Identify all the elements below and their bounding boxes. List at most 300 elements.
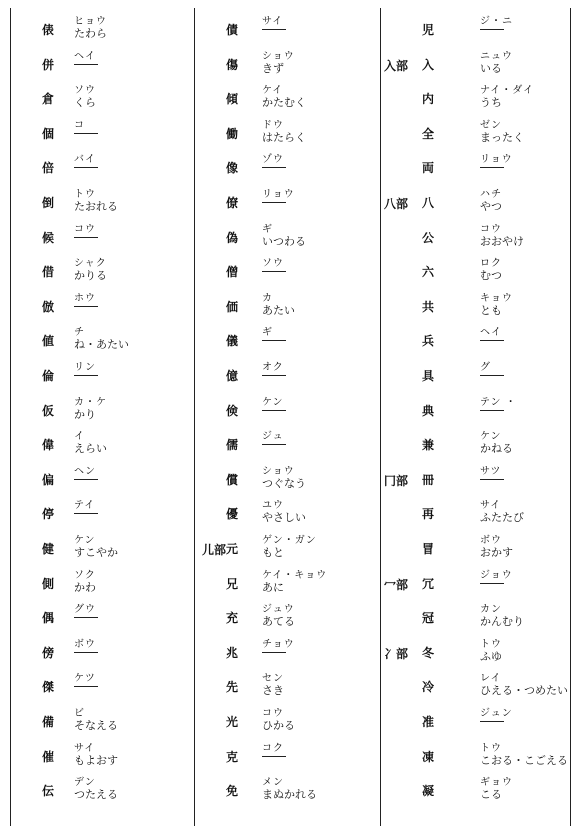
on-reading: トウ <box>480 638 502 650</box>
reading-cell <box>74 673 98 687</box>
reading-cell <box>262 85 306 109</box>
reading-cell <box>480 16 513 30</box>
kun-reading: あに <box>262 580 284 594</box>
reading-cell <box>74 604 98 618</box>
kun-reading: ね・あたい <box>74 338 129 352</box>
list-item <box>12 395 192 429</box>
on-reading: サイ <box>480 500 502 512</box>
reading-cell <box>262 604 295 628</box>
reading-cell <box>74 362 98 376</box>
reading-cell <box>480 224 524 248</box>
on-reading: グ <box>480 362 491 373</box>
no-kun-reading-line <box>74 479 98 480</box>
kun-reading: もと <box>262 546 284 559</box>
list-item <box>12 222 192 256</box>
reading-cell <box>480 673 568 697</box>
reading-cell <box>74 535 118 559</box>
kanji-character: 側 <box>41 576 54 591</box>
list-item <box>382 222 562 256</box>
kanji-character: 充 <box>225 611 238 626</box>
no-kun-reading-line <box>262 340 286 341</box>
on-reading: コク <box>262 742 284 754</box>
on-reading: リョウ <box>262 189 295 200</box>
column-rule <box>10 8 11 826</box>
list-item <box>382 741 568 775</box>
on-reading: テイ <box>74 500 96 512</box>
list-item <box>196 291 376 325</box>
list-item <box>382 498 562 532</box>
kanji-character: 僧 <box>225 265 238 280</box>
reading-cell <box>262 327 286 341</box>
list-item <box>382 533 562 567</box>
kun-reading: あたい <box>262 303 295 317</box>
on-reading: ギ <box>262 223 273 235</box>
on-reading: ヘン <box>74 465 96 477</box>
reading-cell <box>480 51 513 75</box>
reading-cell <box>262 500 306 524</box>
reading-cell <box>262 431 286 445</box>
on-reading: キョウ <box>480 292 513 304</box>
kanji-character: 六 <box>421 265 434 280</box>
list-item <box>12 325 192 359</box>
kun-reading: かたむく <box>262 96 306 110</box>
kanji-character: 兄 <box>225 576 238 591</box>
kun-reading: こる <box>480 788 502 802</box>
kanji-character: 准 <box>421 715 434 729</box>
kanji-character: 倉 <box>41 92 54 107</box>
on-reading: ジュン <box>480 708 513 719</box>
list-item <box>382 671 568 705</box>
on-reading: ビ <box>74 708 85 719</box>
reading-cell <box>74 466 98 480</box>
kanji-character: 入 <box>421 57 434 72</box>
kanji-character: 兆 <box>225 645 238 660</box>
reading-cell <box>262 673 284 697</box>
reading-cell <box>262 120 306 144</box>
no-kun-reading-line <box>74 686 98 687</box>
kanji-character: 傷 <box>225 57 238 72</box>
reading-cell <box>262 708 295 732</box>
kun-reading: こおる・こごえる <box>480 753 568 767</box>
radical-label: 入部 <box>384 58 409 73</box>
kun-reading: たわら <box>74 27 107 40</box>
list-item <box>382 291 562 325</box>
kanji-character: 借 <box>41 265 54 280</box>
kanji-character: 伝 <box>41 784 54 799</box>
list-item <box>382 325 562 359</box>
on-reading: ケイ <box>262 85 284 97</box>
list-item <box>196 671 376 705</box>
list-item <box>12 775 192 809</box>
list-item <box>12 187 192 221</box>
on-reading: コウ <box>480 223 502 235</box>
kanji-character: 両 <box>421 161 434 176</box>
list-item <box>382 464 562 498</box>
list-item <box>196 533 376 567</box>
list-item <box>12 118 192 152</box>
on-reading: ヘイ <box>74 50 96 62</box>
kun-reading: つぐなう <box>262 476 306 490</box>
no-kun-reading-line <box>262 652 286 653</box>
kanji-character: 凝 <box>421 784 434 799</box>
reading-cell <box>262 777 317 801</box>
no-kun-reading-line <box>480 167 504 168</box>
no-kun-reading-line <box>74 167 98 168</box>
list-item <box>196 222 376 256</box>
list-item <box>12 464 192 498</box>
reading-cell <box>480 777 513 801</box>
kanji-character: 共 <box>421 299 434 314</box>
reading-cell <box>74 189 118 213</box>
on-reading: ギ <box>262 327 273 339</box>
reading-cell <box>262 466 306 490</box>
kanji-character: 偶 <box>41 611 54 626</box>
on-reading: コウ <box>262 708 284 719</box>
no-kun-reading-line <box>480 29 504 30</box>
reading-cell <box>480 397 517 411</box>
kanji-character: 倍 <box>41 161 54 176</box>
reading-cell <box>74 500 98 514</box>
on-reading: サイ <box>262 16 284 27</box>
kanji-character: 八 <box>421 196 434 210</box>
kanji-character: 冬 <box>421 645 434 660</box>
reading-cell <box>262 570 327 594</box>
on-reading: メン <box>262 777 284 789</box>
on-reading: チョウ <box>262 638 295 650</box>
reading-cell <box>262 189 295 203</box>
reading-cell <box>262 224 306 248</box>
kanji-character: 偽 <box>225 230 238 245</box>
kun-reading: かんむり <box>480 615 524 629</box>
reading-cell <box>74 743 118 767</box>
kun-reading: ひえる・つめたい <box>480 684 568 698</box>
kanji-character: 兼 <box>421 438 434 453</box>
reading-cell <box>480 639 502 663</box>
kanji-character: 億 <box>225 369 238 383</box>
on-reading: カ <box>262 292 273 304</box>
list-item <box>382 118 562 152</box>
on-reading: コウ <box>74 223 96 235</box>
on-reading: ボウ <box>74 638 96 650</box>
list-item <box>12 49 192 83</box>
kanji-character: 免 <box>225 784 238 799</box>
list-item <box>12 741 192 775</box>
kanji-character: 倫 <box>41 369 54 383</box>
kanji-character: 冒 <box>421 542 434 556</box>
column-rule <box>570 8 571 826</box>
reading-cell <box>480 293 513 317</box>
list-item <box>196 325 376 359</box>
kun-reading: すこやか <box>74 546 118 559</box>
list-item <box>382 775 562 809</box>
list-item <box>196 14 376 48</box>
list-item <box>196 49 376 83</box>
kanji-character: 偉 <box>41 438 54 453</box>
list-item <box>196 152 376 186</box>
list-item <box>196 568 376 602</box>
list-item <box>382 395 562 429</box>
on-reading: ソウ <box>262 258 284 270</box>
reading-cell <box>262 535 317 559</box>
list-item <box>12 602 192 636</box>
list-item <box>196 602 376 636</box>
reading-cell <box>74 154 98 168</box>
on-reading: ケイ・キョウ <box>262 569 328 581</box>
reading-cell <box>480 500 524 524</box>
kanji-character: 債 <box>225 23 238 37</box>
on-reading: グウ <box>74 604 96 616</box>
kanji-character: 働 <box>225 126 238 141</box>
list-item <box>382 429 562 463</box>
no-kun-reading-line <box>262 756 286 757</box>
kanji-character: 全 <box>421 126 434 141</box>
list-item <box>12 671 192 705</box>
no-kun-reading-line <box>262 410 286 411</box>
list-item <box>382 706 562 740</box>
list-item <box>12 568 192 602</box>
on-reading: ショウ <box>262 50 295 62</box>
kanji-character: 併 <box>41 57 54 72</box>
kanji-character: 冗 <box>421 576 434 591</box>
kun-reading: きず <box>262 61 284 75</box>
kun-reading: まぬかれる <box>262 788 317 802</box>
list-item <box>196 429 376 463</box>
kun-reading: ふたたび <box>480 511 524 525</box>
kanji-character: 個 <box>41 126 54 141</box>
kanji-character: 内 <box>421 92 434 107</box>
on-reading: イ <box>74 431 85 443</box>
on-reading: トウ <box>480 742 502 754</box>
on-reading: ゾウ <box>262 154 284 166</box>
kanji-character: 児 <box>421 23 434 37</box>
radical-label: 八部 <box>384 197 409 211</box>
no-kun-reading-line <box>480 721 504 722</box>
no-kun-reading-line <box>74 617 98 618</box>
reading-cell <box>74 639 98 653</box>
kanji-character: 像 <box>225 161 238 176</box>
kanji-character: 先 <box>225 680 238 695</box>
kun-reading: まったく <box>480 130 524 144</box>
no-kun-reading-line <box>74 237 98 238</box>
reading-cell <box>262 293 295 317</box>
kun-reading: そなえる <box>74 719 118 732</box>
reading-cell <box>480 120 524 144</box>
reading-cell <box>74 397 107 421</box>
no-kun-reading-line <box>480 479 504 480</box>
no-kun-reading-line <box>262 271 286 272</box>
on-reading: ヘイ <box>480 327 502 339</box>
reading-cell <box>262 154 286 168</box>
kun-reading: はたらく <box>262 130 306 144</box>
kanji-character: 仮 <box>41 403 54 418</box>
on-reading: ゲン・ガン <box>262 535 317 546</box>
list-item <box>196 83 376 117</box>
kanji-character: 倹 <box>225 403 238 418</box>
reading-cell <box>262 397 286 411</box>
kanji-character: 倒 <box>41 196 54 210</box>
list-item <box>196 706 376 740</box>
no-kun-reading-line <box>74 513 98 514</box>
on-reading: サツ <box>480 465 502 477</box>
on-reading: ジュ <box>262 431 284 443</box>
kun-reading: とも <box>480 303 502 317</box>
on-reading: ジ・ニ <box>480 16 513 27</box>
on-reading: デン <box>74 777 96 789</box>
kanji-character: 償 <box>225 472 238 487</box>
list-item <box>12 533 192 567</box>
no-kun-reading-line <box>480 340 504 341</box>
on-reading: セン <box>262 673 284 685</box>
column-rule <box>380 8 381 826</box>
kun-reading: えらい <box>74 442 107 456</box>
list-item <box>12 429 192 463</box>
kun-reading: おかす <box>480 546 513 559</box>
kanji-character: 偏 <box>41 472 54 487</box>
kanji-character: 僚 <box>225 196 238 210</box>
no-kun-reading-line <box>480 410 504 411</box>
reading-cell <box>74 431 107 455</box>
no-kun-reading-line <box>262 375 286 376</box>
kun-reading: いる <box>480 61 502 75</box>
list-item <box>196 464 376 498</box>
reading-cell <box>74 258 107 282</box>
on-reading: ボウ <box>480 535 502 546</box>
on-reading: ロク <box>480 258 502 270</box>
reading-cell <box>480 85 534 109</box>
kanji-character: 光 <box>225 715 238 729</box>
on-reading: ニュウ <box>480 50 513 62</box>
reading-cell <box>262 51 295 75</box>
on-reading: リョウ <box>480 154 513 166</box>
reading-cell <box>480 362 504 376</box>
on-reading: ソウ <box>74 85 96 97</box>
kun-reading: つたえる <box>74 788 118 802</box>
no-kun-reading-line <box>74 652 98 653</box>
no-kun-reading-line <box>74 375 98 376</box>
on-reading: ケン <box>262 396 284 408</box>
reading-cell <box>74 708 118 732</box>
list-item <box>196 187 376 221</box>
kun-reading: ふゆ <box>480 649 502 663</box>
on-reading: シャク <box>74 258 107 270</box>
kun-reading: おおやけ <box>480 234 524 248</box>
kanji-character: 克 <box>225 749 238 764</box>
kanji-character: 儒 <box>225 438 238 453</box>
list-item <box>196 775 376 809</box>
kanji-character: 傾 <box>225 92 238 107</box>
reading-cell <box>480 466 504 480</box>
on-reading: ハチ <box>480 189 502 200</box>
reading-cell <box>74 777 118 801</box>
kanji-character: 値 <box>41 334 54 349</box>
kanji-character: 公 <box>421 230 434 245</box>
list-item <box>12 360 192 394</box>
kun-reading: やさしい <box>262 511 306 525</box>
no-kun-reading-line <box>262 444 286 445</box>
reading-cell <box>262 639 295 653</box>
reading-cell <box>480 535 513 559</box>
kanji-character: 候 <box>41 230 54 245</box>
list-item <box>196 498 376 532</box>
list-item <box>12 706 192 740</box>
list-item <box>382 568 562 602</box>
on-reading: ジュウ <box>262 604 295 616</box>
on-reading: バイ <box>74 154 96 166</box>
kun-reading: いつわる <box>262 234 306 248</box>
list-item <box>12 83 192 117</box>
no-kun-reading-line <box>262 29 286 30</box>
list-item <box>382 14 562 48</box>
kanji-character: 健 <box>41 542 54 556</box>
reading-cell <box>74 327 129 351</box>
on-reading: ナイ・ダイ <box>480 85 535 97</box>
reading-cell <box>480 189 502 213</box>
kanji-character: 倣 <box>41 299 54 314</box>
reading-cell <box>480 743 568 767</box>
kanji-character: 俵 <box>41 23 54 37</box>
kun-reading: もよおす <box>74 753 118 767</box>
column-rule <box>194 8 195 826</box>
list-item <box>382 152 562 186</box>
list-item <box>12 637 192 671</box>
on-reading: ソク <box>74 569 96 581</box>
on-reading: コ <box>74 119 85 131</box>
reading-cell <box>262 16 286 30</box>
on-reading: ケン <box>480 431 502 443</box>
kanji-character: 傑 <box>41 680 54 695</box>
radical-label: 冂部 <box>384 473 409 488</box>
kun-reading: やつ <box>480 200 502 213</box>
on-reading: ホウ <box>74 292 96 304</box>
list-item <box>382 637 562 671</box>
on-reading: ゼン <box>480 119 502 131</box>
on-reading: ユウ <box>262 500 284 512</box>
kun-reading: たおれる <box>74 200 118 213</box>
reading-cell <box>480 258 502 282</box>
radical-label: 儿部 <box>202 543 227 557</box>
on-reading: カン <box>480 604 502 616</box>
list-item <box>196 395 376 429</box>
kun-reading: かり <box>74 407 96 421</box>
kun-reading: くら <box>74 96 96 110</box>
reading-cell <box>262 362 286 376</box>
reading-cell <box>74 51 98 65</box>
reading-cell <box>74 16 107 40</box>
list-item <box>382 256 562 290</box>
kanji-character: 兵 <box>421 334 434 349</box>
kanji-character: 儀 <box>225 334 238 349</box>
no-kun-reading-line <box>74 133 98 134</box>
list-item <box>12 291 192 325</box>
no-kun-reading-line <box>262 202 286 203</box>
list-item <box>196 360 376 394</box>
radical-label: 冫部 <box>384 646 409 661</box>
kun-reading: さき <box>262 684 284 698</box>
on-reading: サイ <box>74 742 96 754</box>
kun-reading: むつ <box>480 269 502 283</box>
on-reading: チ <box>74 327 85 339</box>
reading-cell <box>262 743 286 757</box>
on-reading: ジョウ <box>480 569 513 581</box>
on-reading: ドウ <box>262 119 284 131</box>
no-kun-reading-line <box>262 167 286 168</box>
kanji-character: 典 <box>421 403 434 418</box>
no-kun-reading-line <box>74 306 98 307</box>
reading-cell <box>480 708 513 722</box>
kun-reading: かわ <box>74 580 96 594</box>
reading-cell <box>480 431 513 455</box>
list-item <box>382 49 562 83</box>
